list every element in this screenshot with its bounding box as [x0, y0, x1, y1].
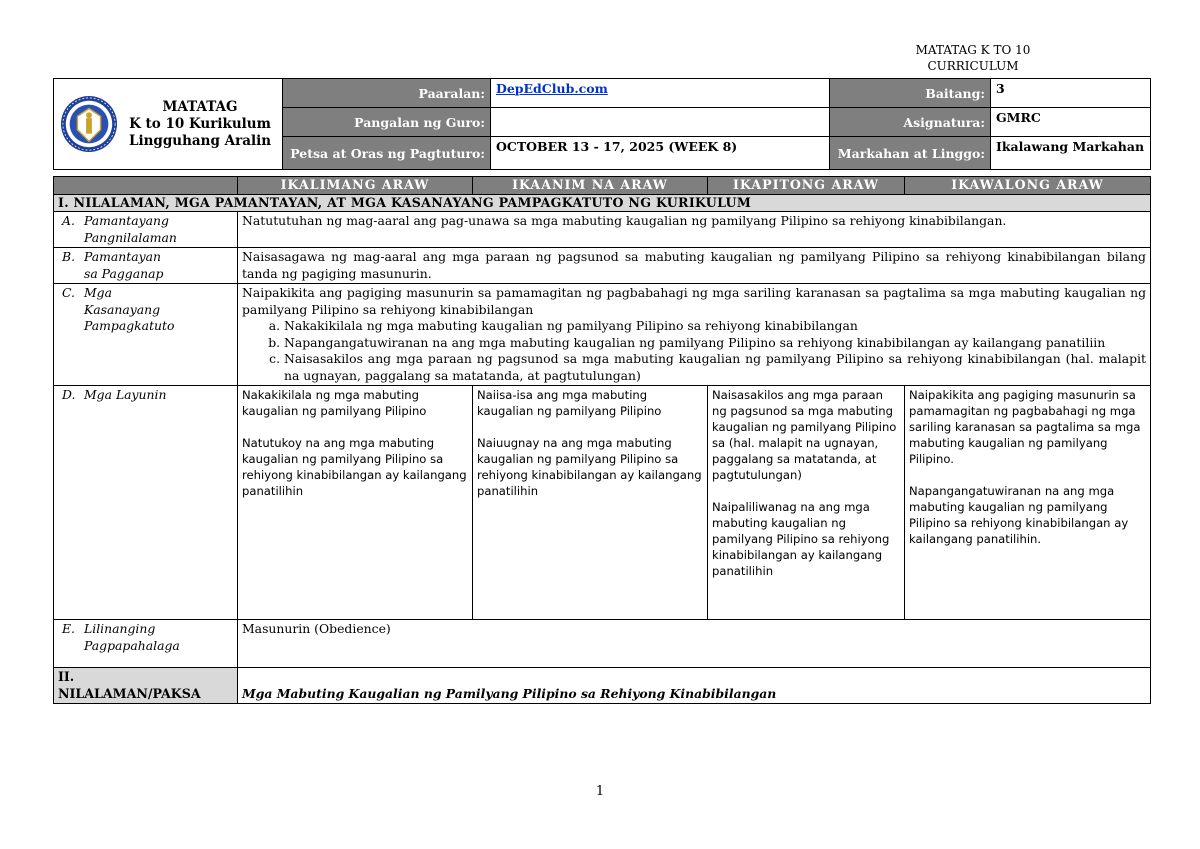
guro-value	[491, 108, 830, 137]
row-lilinanging-pagpapahalaga	[54, 620, 1151, 668]
baitang-label: Baitang:	[830, 79, 991, 108]
objective-text: Naiuugnay na ang mga mabuting kaugalian ng pamilyang Pilipino sa rehiyong kinabibilangan ay kailangang panatilihin	[477, 436, 702, 498]
baitang-value: 3	[991, 79, 1151, 108]
day-header-row	[54, 177, 1151, 195]
row-pamantayang-pangnilalaman	[54, 212, 1151, 248]
row-key: C.	[62, 285, 75, 300]
row-key: D.	[62, 387, 76, 402]
row-label-line: Pampagkatuto	[84, 318, 175, 333]
objectives-day5	[238, 386, 473, 620]
petsa-value: OCTOBER 13 - 17, 2025 (WEEK 8)	[491, 137, 830, 170]
objective-text: Naipakikita ang pagiging masunurin sa pamamagitan ng pagbabahagi ng mga sariling karanasan sa pagtalima sa mga mabuting kaugalian ng pamilyang Pilipino.	[909, 388, 1141, 466]
brand-title: MATATAG	[162, 98, 238, 115]
objectives-day7	[708, 386, 905, 620]
asignatura-value: GMRC	[991, 108, 1151, 137]
day-header: IKAPITONG ARAW	[708, 177, 905, 195]
lesson-table	[53, 176, 1151, 704]
row-label-line: Pamantayan	[84, 249, 162, 264]
objective-text: Natutukoy na ang mga mabuting kaugalian ng pamilyang Pilipino sa rehiyong kinabibilangan ay kailangang panatilihin	[242, 436, 467, 498]
guro-label: Pangalan ng Guro:	[283, 108, 491, 137]
paaralan-value[interactable]	[491, 79, 830, 108]
objective-text: Naiisa-isa ang mga mabuting kaugalian ng pamilyang Pilipino	[477, 388, 662, 418]
competency-list	[242, 318, 1146, 384]
objectives-day6	[473, 386, 708, 620]
row-label	[54, 248, 238, 284]
list-item: c. Naisasakilos ang mga paraan ng pagsunod sa mga mabuting kaugalian ng pamilyang Pilipino sa rehiyong kinabibilangan (hal. malapit na ugnayan, paggalang sa matatanda, at pagtutulungan)	[284, 351, 1146, 384]
objective-text: Nakakikilala ng mga mabuting kaugalian ng pamilyang Pilipino	[242, 388, 427, 418]
objective-text: Napangangatuwiranan na ang mga mabuting kaugalian ng pamilyang Pilipino sa rehiyong kinabibilangan ay kailangang panatilihin.	[909, 484, 1129, 546]
row-label-line: sa Pagganap	[84, 265, 164, 281]
row-nilalaman-paksa	[54, 668, 1151, 704]
section-two-label: NILALAMAN/PAKSA	[58, 685, 201, 701]
section-two-heading	[54, 668, 238, 704]
section-one-heading: I. NILALAMAN, MGA PAMANTAYAN, AT MGA KASANAYANG PAMPAGKATUTO NG KURIKULUM	[54, 194, 1151, 212]
section-two-number: II.	[58, 669, 75, 684]
paaralan-label: Paaralan:	[283, 79, 491, 108]
header-table	[53, 78, 1151, 170]
row-label	[54, 212, 238, 248]
objective-text: Naisasakilos ang mga paraan ng pagsunod sa mga mabuting kaugalian ng pamilyang Pilipino sa (hal. malapit na ugnayan, paggalang sa matatanda, at pagtutulungan)	[712, 388, 897, 482]
asignatura-label: Asignatura:	[830, 108, 991, 137]
row-label-line: Kasanayang	[84, 301, 161, 317]
petsa-label: Petsa at Oras ng Pagtuturo:	[283, 137, 491, 170]
curriculum-corner-label: MATATAG K TO 10 CURRICULUM	[915, 43, 1031, 73]
objective-text: Naipaliliwanag na ang mga mabuting kaugalian ng pamilyang Pilipino sa rehiyong kinabibilangan ay kailangang panatilihin	[712, 500, 890, 578]
day-header: IKAWALONG ARAW	[905, 177, 1151, 195]
row-mga-layunin	[54, 386, 1151, 620]
list-item: a. Nakakikilala ng mga mabuting kaugalian ng pamilyang Pilipino sa rehiyong kinabibilangan	[284, 318, 1146, 335]
day-header-blank	[54, 177, 238, 195]
row-label-line: Pamantayang	[84, 213, 169, 228]
markahan-value: Ikalawang Markahan	[991, 137, 1151, 170]
list-item: b. Napangangatuwiranan na ang mga mabuting kaugalian ng pamilyang Pilipino sa rehiyong kinabibilangan ay kailangang panatiliin	[284, 335, 1146, 352]
branding-cell	[54, 79, 283, 170]
row-label	[54, 620, 238, 668]
row-content: Masunurin (Obedience)	[238, 620, 1151, 668]
brand-subtitle: K to 10 Kurikulum	[129, 115, 271, 132]
row-key: B.	[62, 249, 76, 264]
day-header: IKALIMANG ARAW	[238, 177, 473, 195]
row-content: Naisasagawa ng mag-aaral ang mga paraan ng pagsunod sa mabuting kaugalian ng pamilyang Pilipino sa rehiyong kinabibilangan bilang tanda ng pagiging masunurin.	[238, 248, 1151, 284]
row-content	[238, 284, 1151, 386]
row-label-line: Mga Layunin	[84, 387, 167, 402]
row-label	[54, 284, 238, 386]
row-content: Natututuhan ng mag-aaral ang pag-unawa sa mga mabuting kaugalian ng pamilyang Pilipino sa rehiyong kinabibilangan.	[238, 212, 1151, 248]
deped-seal-icon	[60, 95, 118, 153]
page-number: 1	[595, 784, 605, 799]
topic-text: Mga Mabuting Kaugalian ng Pamilyang Pilipino sa Rehiyong Kinabibilangan	[238, 668, 1151, 704]
row-key: E.	[62, 621, 75, 636]
row-key: A.	[62, 213, 75, 228]
row-kasanayang-pampagkatuto	[54, 284, 1151, 386]
row-label-line: Mga	[84, 285, 113, 300]
brand-block	[118, 99, 282, 150]
row-label-line: Pangnilalaman	[84, 229, 177, 245]
row-label-line: Pagpapahalaga	[84, 637, 180, 653]
row-label	[54, 386, 238, 620]
markahan-label: Markahan at Linggo:	[830, 137, 991, 170]
row-label-line: Lilinanging	[84, 621, 156, 636]
competency-intro: Naipakikita ang pagiging masunurin sa pamamagitan ng pagbabahagi ng mga sariling karanasan sa pagtalima sa mga mabuting kaugalian ng pamilyang Pilipino sa rehiyong kinabibilangan	[242, 285, 1146, 317]
paaralan-link[interactable]: DepEdClub.com	[496, 81, 608, 96]
row-pamantayan-sa-pagganap	[54, 248, 1151, 284]
brand-caption: Lingguhang Aralin	[128, 132, 272, 149]
objectives-day8	[905, 386, 1151, 620]
day-header: IKAANIM NA ARAW	[473, 177, 708, 195]
